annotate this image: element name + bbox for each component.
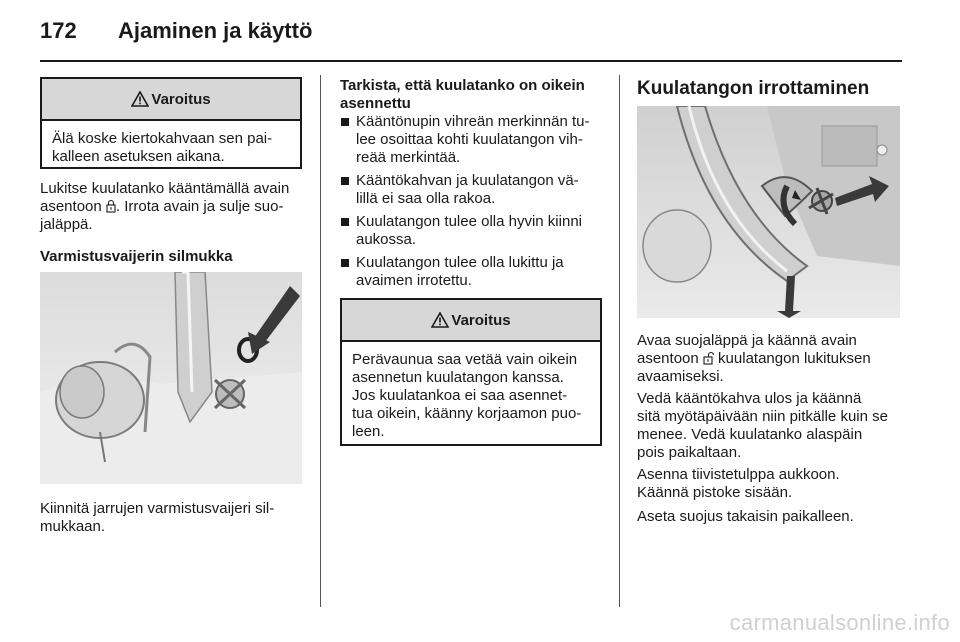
paragraph-line: sitä myötäpäivään niin pitkälle kuin se xyxy=(637,408,888,425)
paragraph-text: . Irrota avain ja sulje suo- xyxy=(115,198,284,215)
paragraph-line: jaläppä. xyxy=(40,216,93,233)
list-item xyxy=(340,213,612,249)
list-item-line: Kuulatangon tulee olla lukittu ja xyxy=(356,254,564,271)
bullet-icon xyxy=(341,177,349,185)
warning-line: leen. xyxy=(352,423,385,440)
photo-removal xyxy=(637,106,900,318)
paragraph-line: Käännä pistoke sisään. xyxy=(637,484,793,501)
bullet-icon xyxy=(341,259,349,267)
list-item-line: lee osoittaa kohti kuulatangon vih- xyxy=(356,131,583,148)
paragraph-line: Vedä kääntökahva ulos ja käännä xyxy=(637,390,862,407)
list-item xyxy=(340,113,612,167)
paragraph-line: menee. Vedä kuulatanko alaspäin xyxy=(637,426,863,443)
warning-header xyxy=(42,79,300,121)
paragraph-line: Avaa suojaläppä ja käännä avain xyxy=(637,332,857,349)
paragraph-line: pois paikaltaan. xyxy=(637,444,742,461)
warning-text xyxy=(42,121,300,175)
list-item-line: lillä ei saa olla rakoa. xyxy=(356,190,496,207)
warning-box-middle xyxy=(340,298,602,446)
paragraph-line: Asenna tiivistetulppa aukkoon. xyxy=(637,466,840,483)
subheading-cable-loop: Varmistusvaijerin silmukka xyxy=(40,248,233,265)
list-item-line: Kääntökahvan ja kuulatangon vä- xyxy=(356,172,579,189)
list-item xyxy=(340,172,612,208)
check-heading xyxy=(340,77,612,113)
warning-header xyxy=(342,300,600,342)
list-item-line: reää merkintää. xyxy=(356,149,461,166)
photo-caption xyxy=(40,500,310,536)
paragraph-text: asentoon xyxy=(637,350,703,367)
list-item-line: Kuulatangon tulee olla hyvin kiinni xyxy=(356,213,582,230)
warning-line: Älä koske kiertokahvaan sen pai- xyxy=(52,130,273,147)
heading-line: asennettu xyxy=(340,95,411,112)
paragraph-seal-plug xyxy=(637,466,907,502)
warning-title: Varoitus xyxy=(451,311,511,329)
warning-line: kalleen asetuksen aikana. xyxy=(52,148,225,165)
page-number: 172 xyxy=(40,18,77,43)
photo-cable-loop xyxy=(40,272,302,484)
list-item-line: Kääntönupin vihreän merkinnän tu- xyxy=(356,113,590,130)
warning-triangle-icon xyxy=(431,312,449,328)
paragraph-text: kuulatangon lukituksen xyxy=(713,350,871,367)
header-rule xyxy=(40,60,902,62)
warning-box-left xyxy=(40,77,302,169)
warning-line: asennetun kuulatangon kanssa. xyxy=(352,369,564,386)
list-item-line: avaimen irrotettu. xyxy=(356,272,472,289)
warning-line: Perävaunua saa vetää vain oikein xyxy=(352,351,578,368)
paragraph-line-with-icon xyxy=(637,350,907,368)
paragraph-open-lock xyxy=(637,332,907,386)
list-item xyxy=(340,254,612,290)
paragraph-pull-handle xyxy=(637,390,917,462)
lock-closed-icon xyxy=(106,199,116,213)
paragraph-text: asentoon xyxy=(40,198,106,215)
warning-line: Jos kuulatankoa ei saa asennet- xyxy=(352,387,568,404)
lock-paragraph xyxy=(40,180,310,234)
list-item-line: aukossa. xyxy=(356,231,417,248)
column-divider-right xyxy=(619,75,620,607)
paragraph-line-with-icon xyxy=(40,198,310,216)
check-list xyxy=(340,113,612,295)
lock-open-icon xyxy=(703,351,714,365)
chapter-title: Ajaminen ja käyttö xyxy=(118,18,313,43)
warning-text xyxy=(342,342,600,450)
warning-triangle-icon xyxy=(131,91,149,107)
paragraph-line: avaamiseksi. xyxy=(637,368,724,385)
bullet-icon xyxy=(341,218,349,226)
paragraph-line: Aseta suojus takaisin paikalleen. xyxy=(637,508,854,525)
caption-line: mukkaan. xyxy=(40,518,106,535)
heading-line: Tarkista, että kuulatanko on oikein xyxy=(340,77,585,94)
section-title: Kuulatangon irrottaminen xyxy=(637,78,870,99)
paragraph-cover xyxy=(637,508,907,526)
caption-line: Kiinnitä jarrujen varmistusvaijeri sil- xyxy=(40,500,275,517)
bullet-icon xyxy=(341,118,349,126)
paragraph-line: Lukitse kuulatanko kääntämällä avain xyxy=(40,180,290,197)
warning-line: tua oikein, käänny korjaamon puo- xyxy=(352,405,582,422)
warning-title: Varoitus xyxy=(151,90,211,108)
column-divider-left xyxy=(320,75,321,607)
watermark: carmanualsonline.info xyxy=(729,610,950,635)
